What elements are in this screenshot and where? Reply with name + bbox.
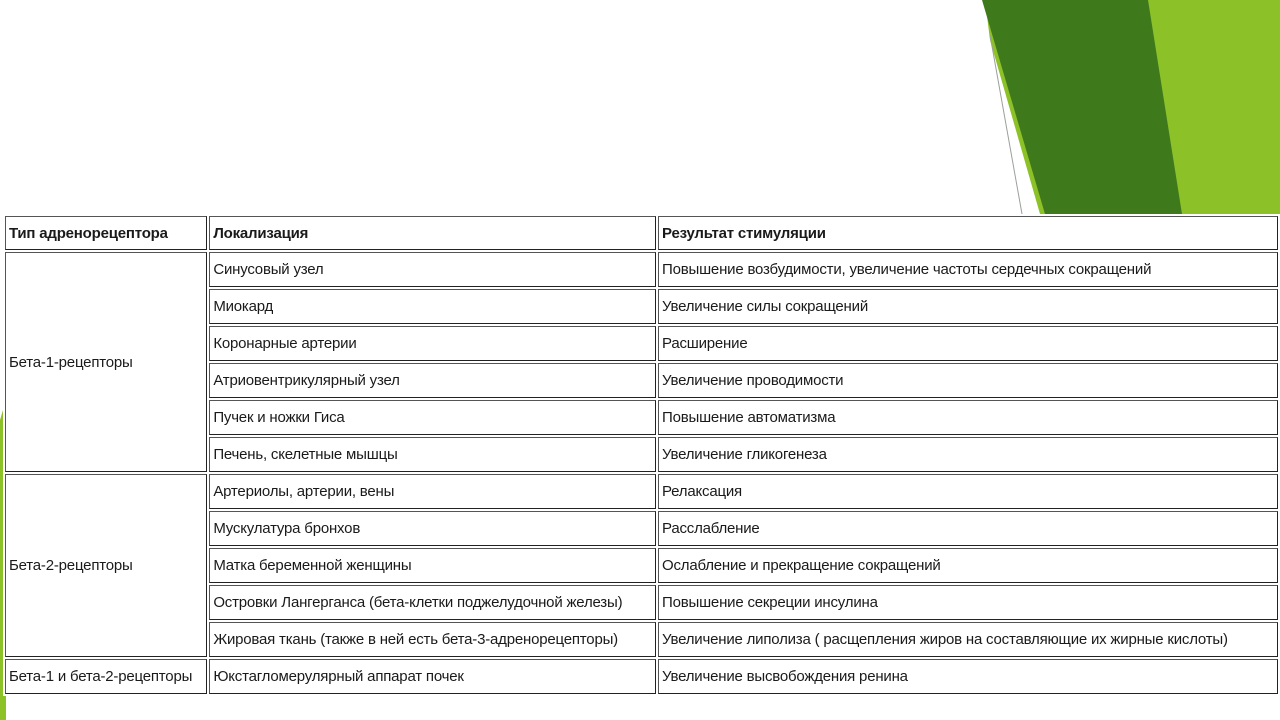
result-cell: Повышение возбудимости, увеличение частоты сердечных сокращений <box>658 252 1278 287</box>
localization-cell: Пучек и ножки Гиса <box>209 400 656 435</box>
table-row <box>5 252 1278 287</box>
localization-cell: Островки Лангерганса (бета-клетки поджелудочной железы) <box>209 585 656 620</box>
result-cell: Увеличение проводимости <box>658 363 1278 398</box>
receptor-type-cell: Бета-1 и бета-2-рецепторы <box>5 659 207 694</box>
result-cell: Расслабление <box>658 511 1278 546</box>
localization-cell: Матка беременной женщины <box>209 548 656 583</box>
light-green-shape <box>985 0 1280 214</box>
result-cell: Расширение <box>658 326 1278 361</box>
header-receptor-type: Тип адренорецептора <box>5 216 207 250</box>
localization-cell: Атриовентрикулярный узел <box>209 363 656 398</box>
localization-cell: Синусовый узел <box>209 252 656 287</box>
localization-cell: Мускулатура бронхов <box>209 511 656 546</box>
receptor-type-cell: Бета-1-рецепторы <box>5 252 207 472</box>
result-cell: Увеличение силы сокращений <box>658 289 1278 324</box>
dark-green-shape <box>982 0 1182 214</box>
header-stimulation-result: Результат стимуляции <box>658 216 1278 250</box>
result-cell: Увеличение высвобождения ренина <box>658 659 1278 694</box>
thin-accent-line <box>990 35 1022 214</box>
localization-cell: Артериолы, артерии, вены <box>209 474 656 509</box>
receptor-type-cell: Бета-2-рецепторы <box>5 474 207 657</box>
result-cell: Повышение секреции инсулина <box>658 585 1278 620</box>
localization-cell: Юкстагломерулярный аппарат почек <box>209 659 656 694</box>
adrenoreceptor-table <box>3 214 1280 696</box>
localization-cell: Печень, скелетные мышцы <box>209 437 656 472</box>
localization-cell: Жировая ткань (также в ней есть бета-3-адренорецепторы) <box>209 622 656 657</box>
result-cell: Повышение автоматизма <box>658 400 1278 435</box>
localization-cell: Коронарные артерии <box>209 326 656 361</box>
result-cell: Увеличение гликогенеза <box>658 437 1278 472</box>
result-cell: Ослабление и прекращение сокращений <box>658 548 1278 583</box>
header-localization: Локализация <box>209 216 656 250</box>
table-row <box>5 659 1278 694</box>
localization-cell: Миокард <box>209 289 656 324</box>
table-row <box>5 474 1278 509</box>
table-header-row <box>5 216 1278 250</box>
result-cell: Увеличение липолиза ( расщепления жиров на составляющие их жирные кислоты) <box>658 622 1278 657</box>
result-cell: Релаксация <box>658 474 1278 509</box>
